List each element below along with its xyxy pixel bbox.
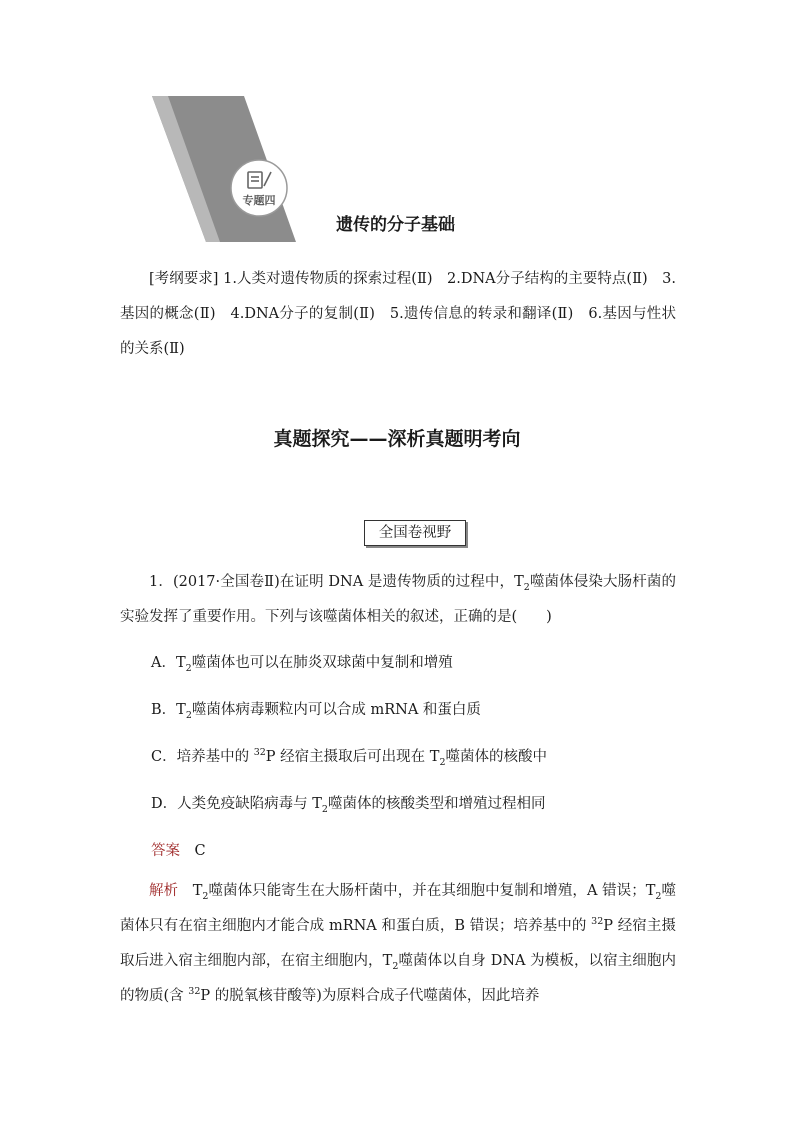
option-c-mid: P 经宿主摄取后可出现在 T <box>265 749 440 765</box>
t2-subscript: 2 <box>523 581 530 593</box>
national-paper-view-box: 全国卷视野 <box>364 520 466 546</box>
explanation-part-3: 噬菌体只有在宿主细胞内才能合成 mRNA 和蛋白质，B 错误；培养基中的 <box>120 883 677 934</box>
option-a-text: 噬菌体也可以在肺炎双球菌中复制和增殖 <box>191 655 453 671</box>
requirements-label: [考纲要求] <box>149 271 219 287</box>
option-a-subscript: 2 <box>185 662 192 674</box>
explanation-part-4: P 经宿主摄取后进入宿主细胞内部，在宿主细胞内，T <box>120 918 676 969</box>
explanation-part-6: P 的脱氧核苷酸等)为原料合成子代噬菌体，因此培养 <box>200 988 540 1004</box>
option-d-prefix: D．人类免疫缺陷病毒与 T <box>151 796 322 812</box>
exp-subscript-2: 2 <box>655 890 662 902</box>
option-c-subscript: 2 <box>439 756 446 768</box>
exp-superscript-1: 32 <box>591 916 604 928</box>
option-a-prefix: A．T <box>151 655 186 671</box>
explanation-label: 解析 <box>149 883 179 899</box>
option-b-prefix: B．T <box>151 702 186 718</box>
option-d-text: 噬菌体的核酸类型和增殖过程相同 <box>327 796 546 812</box>
option-b-text: 噬菌体病毒颗粒内可以合成 mRNA 和蛋白质 <box>191 702 481 718</box>
explanation <box>120 874 676 1014</box>
option-d-subscript: 2 <box>321 803 328 815</box>
exp-superscript-2: 32 <box>188 986 201 998</box>
answer-line <box>151 841 206 861</box>
option-b <box>151 700 481 720</box>
option-c-prefix: C．培养基中的 <box>151 749 254 765</box>
option-a <box>151 653 453 673</box>
section-title: 真题探究——深析真题明考向 <box>273 428 521 450</box>
topic-banner <box>148 96 298 246</box>
answer-label: 答案 <box>151 843 180 859</box>
question-stem <box>120 565 676 635</box>
question-number: 1． <box>149 574 173 590</box>
option-b-subscript: 2 <box>185 709 192 721</box>
answer-value: C <box>194 843 206 859</box>
explanation-part-1: T <box>192 883 203 899</box>
option-c-text: 噬菌体的核酸中 <box>445 749 547 765</box>
option-d <box>151 794 545 814</box>
explanation-part-2: 噬菌体只能寄生在大肠杆菌中，并在其细胞中复制和增殖，A 错误；T <box>208 883 656 899</box>
question-stem-a: 在证明 DNA 是遗传物质的过程中，T <box>279 574 524 590</box>
requirements-text: 1.人类对遗传物质的探索过程(Ⅱ) 2.DNA分子结构的主要特点(Ⅱ) 3.基因的概念(Ⅱ) 4.DNA分子的复制(Ⅱ) 5.遗传信息的转录和翻译(Ⅱ) 6.基因与性状的关系(Ⅱ) <box>120 271 677 357</box>
syllabus-requirements <box>120 262 676 367</box>
exp-subscript-3: 2 <box>392 960 399 972</box>
exp-subscript-1: 2 <box>202 890 209 902</box>
topic-badge-label: 专题四 <box>242 194 276 207</box>
explanation-part-5: 噬菌体以自身 DNA 为模板，以宿主细胞内的物质(含 <box>120 953 676 1004</box>
option-c <box>151 747 547 767</box>
option-c-superscript: 32 <box>253 747 266 759</box>
topic-title: 遗传的分子基础 <box>336 215 455 235</box>
question-source: (2017·全国卷Ⅱ) <box>172 574 280 590</box>
question-stem-b: 噬菌体侵染大肠杆菌的实验发挥了重要作用。下列与该噬菌体相关的叙述，正确的是( ) <box>120 574 676 625</box>
